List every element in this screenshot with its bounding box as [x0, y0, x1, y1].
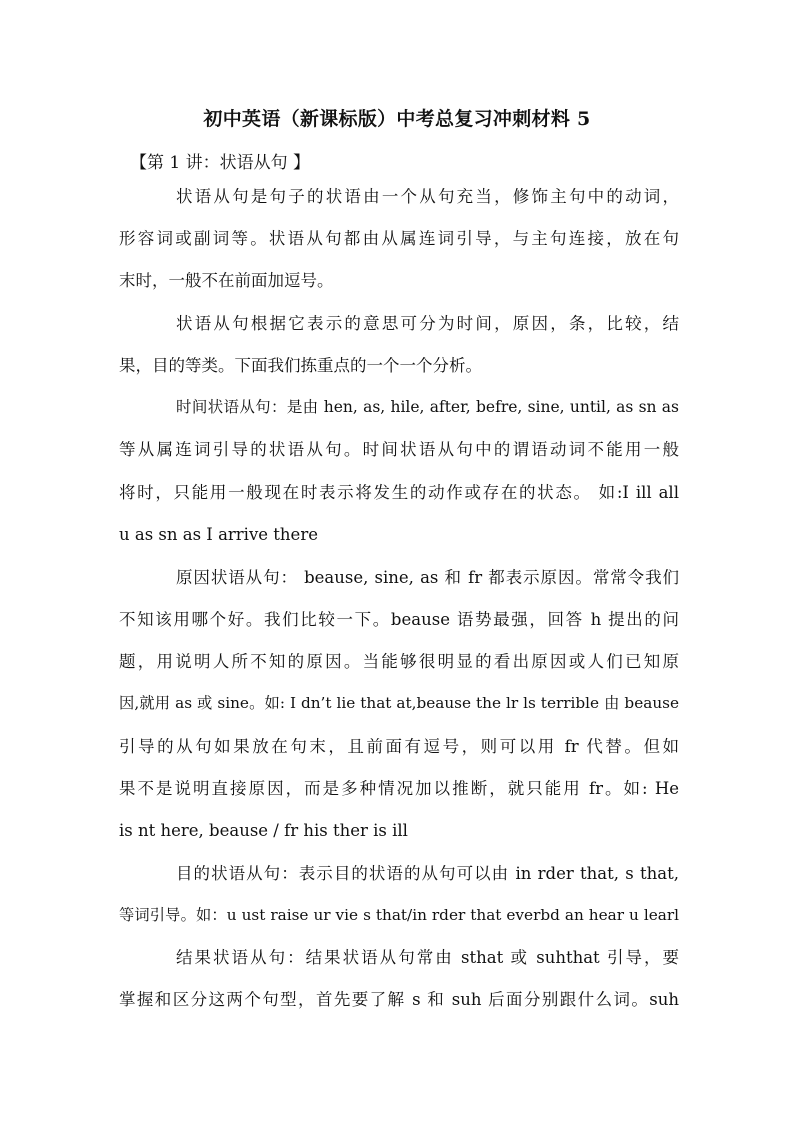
paragraph-line: 果，目的等类。下面我们拣重点的一个一个分析。 — [119, 356, 482, 375]
paragraph-line: 结果状语从句：结果状语从句常由 sthat 或 suhthat 引导，要 — [176, 948, 679, 967]
lesson-label: 【第 1 讲：状语从句 】 — [130, 153, 311, 173]
paragraph-line: 时间状语从句：是由 hen, as, hile, after, befre, sine, until, as sn as — [176, 398, 679, 416]
paragraph-line: 因,就用 as 或 sine。如: I dn’t lie that at,beause the lr ls terrible 由 beause — [119, 694, 679, 712]
paragraph-line: 状语从句根据它表示的意思可分为时间，原因，条，比较，结 — [176, 314, 679, 333]
paragraph-line: 状语从句是句子的状语由一个从句充当，修饰主句中的动词， — [176, 187, 679, 206]
paragraph-line: 形容词或副词等。状语从句都由从属连词引导，与主句连接，放在句 — [119, 229, 679, 248]
paragraph-line: 题，用说明人所不知的原因。当能够很明显的看出原因或人们已知原 — [119, 652, 679, 671]
paragraph-line: 目的状语从句：表示目的状语的从句可以由 in rder that, s that, — [176, 864, 679, 883]
paragraph-line: is nt here, beause / fr his ther is ill — [119, 821, 408, 840]
paragraph-line: 不知该用哪个好。我们比较一下。beause 语势最强，回答 h 提出的问 — [119, 610, 679, 629]
paragraph-line: 等词引导。如：u ust raise ur vie s that/in rder that everbd an hear u learl — [119, 906, 679, 924]
paragraph-line: 原因状语从句： beause, sine, as 和 fr 都表示原因。常常令我们 — [176, 568, 679, 587]
document-title: 初中英语（新课标版）中考总复习冲刺材料 5 — [203, 108, 591, 130]
paragraph-line: 等从属连词引导的状语从句。时间状语从句中的谓语动词不能用一般 — [119, 440, 679, 459]
paragraph-line: 掌握和区分这两个句型，首先要了解 s 和 suh 后面分别跟什么词。suh — [119, 990, 679, 1009]
paragraph-line: 引导的从句如果放在句末，且前面有逗号，则可以用 fr 代替。但如 — [119, 737, 679, 756]
paragraph-line: 将时，只能用一般现在时表示将发生的动作或存在的状态。 如:I ill all — [119, 483, 679, 502]
paragraph-line: 末时，一般不在前面加逗号。 — [119, 271, 334, 290]
paragraph-line: 果不是说明直接原因，而是多种情况加以推断，就只能用 fr。如: He — [119, 779, 679, 798]
paragraph-line: u as sn as I arrive there — [119, 525, 318, 544]
